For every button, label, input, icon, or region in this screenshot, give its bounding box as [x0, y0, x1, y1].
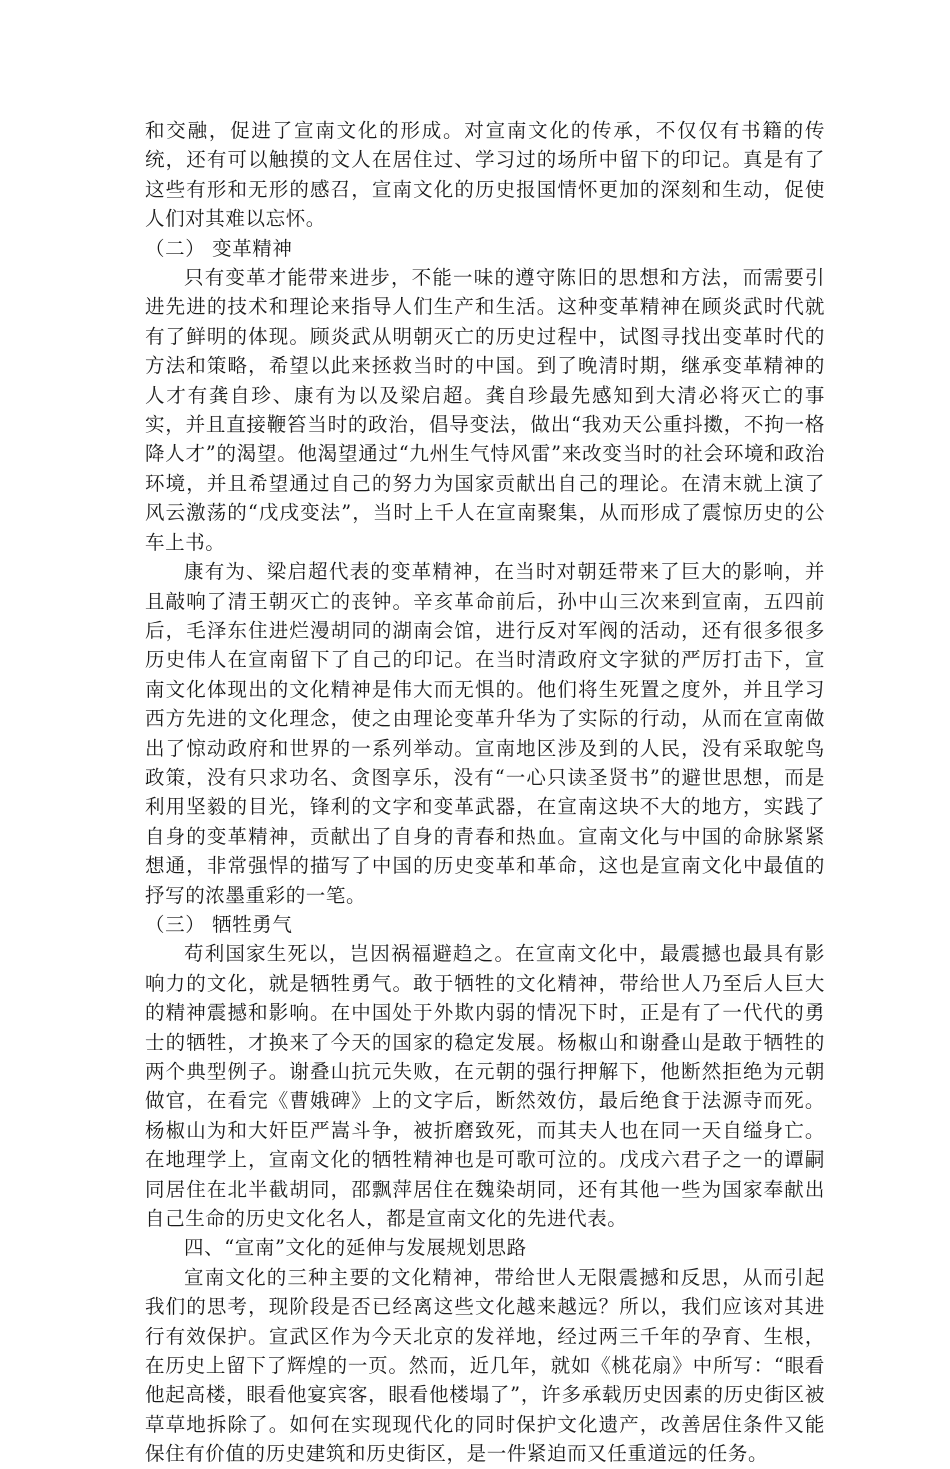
paragraph-body: 只有变革才能带来进步，不能一味的遵守陈旧的思想和方法，而需要引进先进的技术和理论来指导人们生产和生活。这种变革精神在顾炎武时代就有了鲜明的体现。顾炎武从明朝灭亡的历史过程中，试图寻找出变革时代的方法和策略，希望以此来拯救当时的中国。到了晚清时期，继承变革精神的人才有龚自珍、康有为以及梁启超。龚自珍最先感知到大清必将灭亡的事实，并且直接鞭笞当时的政治，倡导变法，做出“我劝天公重抖擞，不拘一格降人才”的渴望。他渴望通过“九州生气恃风雷”来改变当时的社会环境和政治环境，并且希望通过自己的努力为国家贡献出自己的理论。在清末就上演了风云激荡的“戊戌变法”，当时上千人在宣南聚集，从而形成了震惊历史的公车上书。 [145, 266, 825, 554]
paragraph-continuation: 和交融，促进了宣南文化的形成。对宣南文化的传承，不仅仅有书籍的传统，还有可以触摸的文人在居住过、学习过的场所中留下的印记。真是有了这些有形和无形的感召，宣南文化的历史报国情怀更加的深刻和生动，促使人们对其难以忘怀。 [145, 119, 825, 231]
paragraph-body: 康有为、梁启超代表的变革精神，在当时对朝廷带来了巨大的影响，并且敲响了清王朝灭亡的丧钟。辛亥革命前后，孙中山三次来到宣南，五四前后，毛泽东住进烂漫胡同的湖南会馆，进行反对军阀的活动，还有很多很多历史伟人在宣南留下了自己的印记。在当时清政府文字狱的严厉打击下，宣南文化体现出的文化精神是伟大而无惧的。他们将生死置之度外，并且学习西方先进的文化理念，使之由理论变革升华为了实际的行动，从而在宣南做出了惊动政府和世界的一系列举动。宣南地区涉及到的人民，没有采取鸵鸟政策，没有只求功名、贪图享乐，没有“一心只读圣贤书”的避世思想，而是利用坚毅的目光，锋利的文字和变革武器，在宣南这块不大的地方，实践了自身的变革精神，贡献出了自身的青春和热血。宣南文化与中国的命脉紧紧想通，非常强悍的描写了中国的历史变革和革命，这也是宣南文化中最值的抒写的浓墨重彩的一笔。 [145, 560, 825, 907]
section-subheading-reform-spirit: （二） 变革精神 [145, 236, 293, 260]
paragraph-body: 宣南文化的三种主要的文化精神，带给世人无限震撼和反思，从而引起我们的思考，现阶段是否已经离这些文化越来越远？所以，我们应该对其进行有效保护。宣武区作为今天北京的发祥地，经过两三千年的孕育、生根，在历史上留下了辉煌的一页。然而，近几年，就如《桃花扇》中所写：“眼看他起高楼，眼看他宴宾客，眼看他楼塌了”，许多承载历史因素的历史街区被草草地拆除了。如何在实现现代化的同时保护文化遗产，改善居住条件又能保住有价值的历史建筑和历史街区，是一件紧迫而又任重道远的任务。 [145, 1265, 825, 1466]
section-subheading-sacrifice-courage: （三） 牺牲勇气 [145, 912, 293, 936]
paragraph-body: 苟利国家生死以，岂因祸福避趋之。在宣南文化中，最震撼也最具有影响力的文化，就是牺牲勇气。敢于牺牲的文化精神，带给世人乃至后人巨大的精神震撼和影响。在中国处于外欺内弱的情况下时，正是有了一代代的勇士的牺牲，才换来了今天的国家的稳定发展。杨椒山和谢叠山是敢于牺牲的两个典型例子。谢叠山抗元失败，在元朝的强行押解下，他断然拒绝为元朝做官，在看完《曹娥碑》上的文字后，断然效仿，最后绝食于法源寺而死。杨椒山为和大奸臣严嵩斗争，被折磨致死，而其夫人也在同一天自缢身亡。在地理学上，宣南文化的牺牲精神也是可歌可泣的。戊戌六君子之一的谭嗣同居住在北半截胡同，邵飘萍居住在魏染胡同，还有其他一些为国家奉献出自己生命的历史文化名人，都是宣南文化的先进代表。 [145, 942, 825, 1231]
section-heading-development-plan: 四、“宣南”文化的延伸与发展规划思路 [184, 1236, 527, 1260]
document-page [145, 116, 825, 1469]
